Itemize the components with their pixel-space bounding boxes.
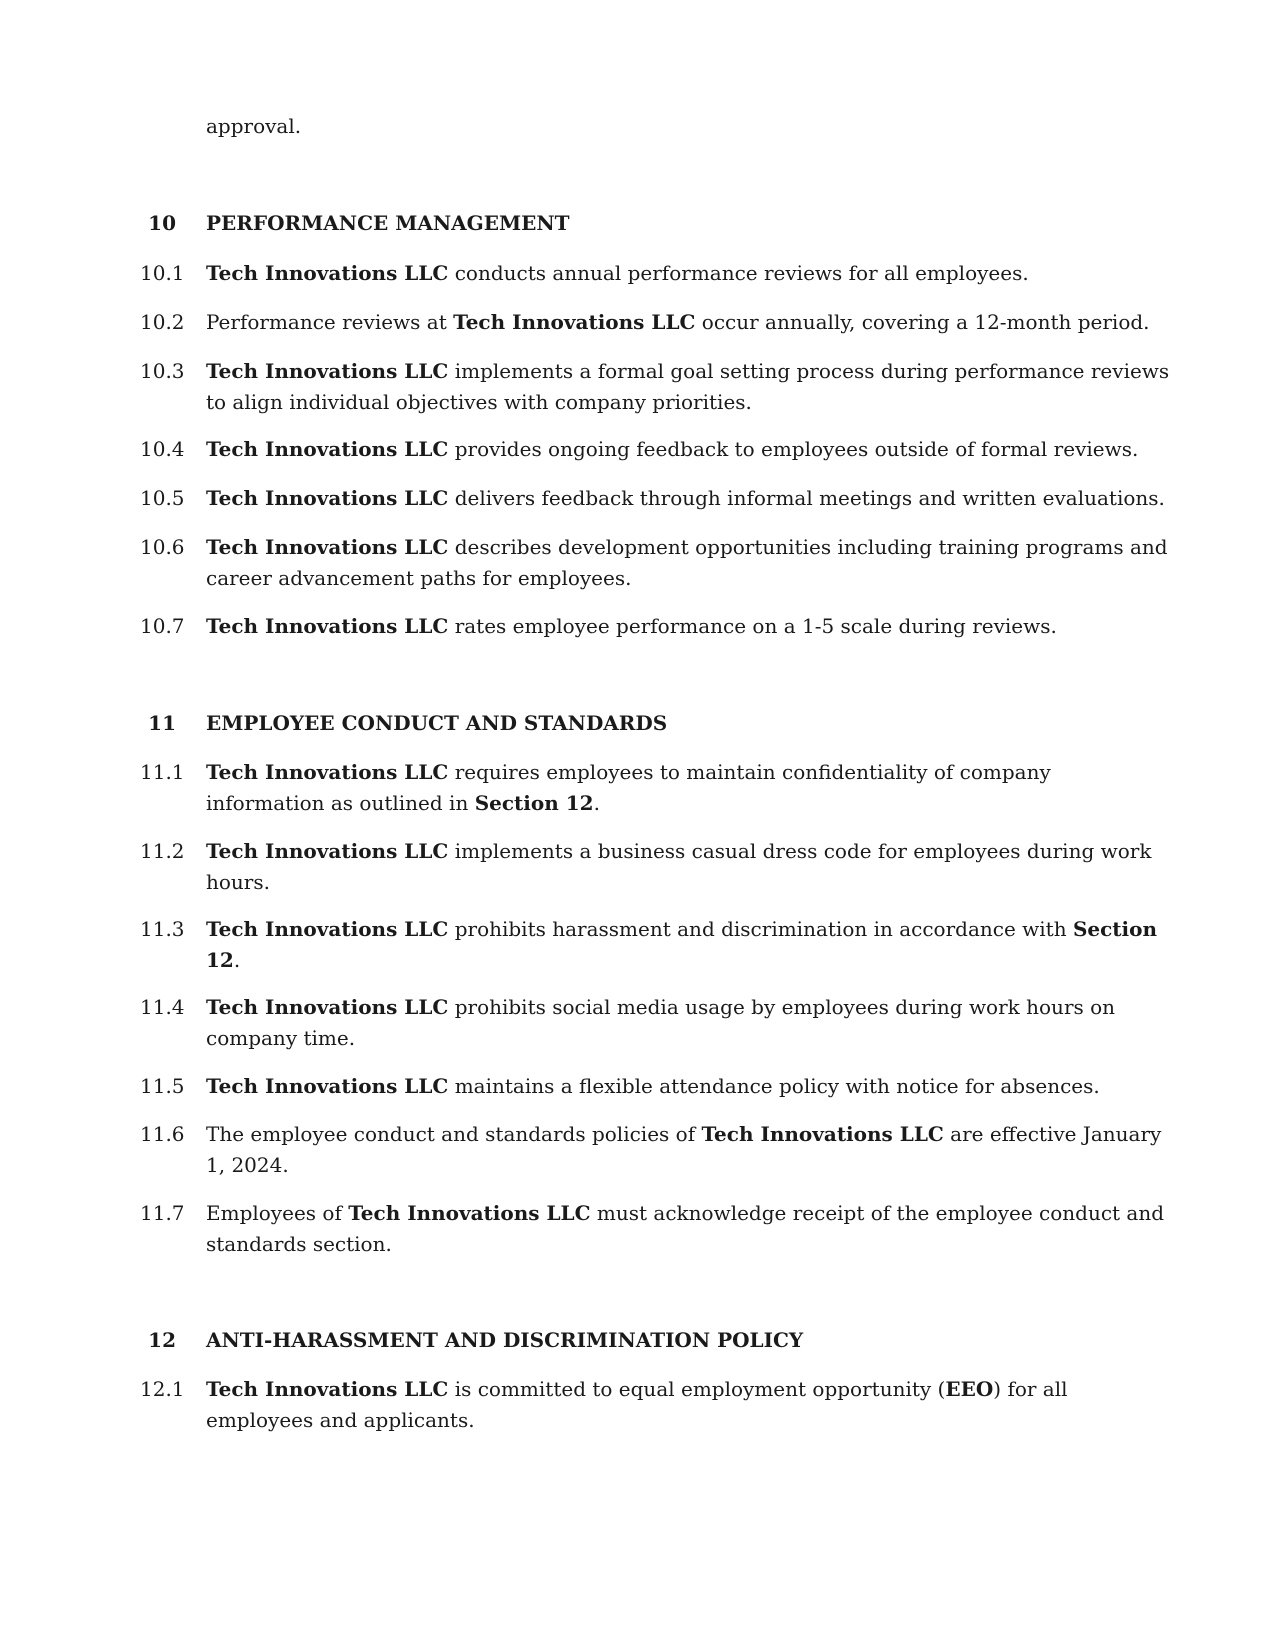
item-number: 11.5 (140, 1074, 185, 1098)
bold-text: Tech Innovations LLC (206, 614, 449, 638)
item-text-line (206, 356, 1170, 387)
item-text (206, 992, 1140, 1054)
item-text-line (206, 611, 1140, 642)
item-text-line (206, 867, 1140, 898)
bold-text: Tech Innovations LLC (206, 839, 449, 863)
item-text-line (206, 914, 1158, 945)
item-number: 11.3 (140, 917, 185, 941)
plain-text: must acknowledge receipt of the employee conduct and (590, 1201, 1165, 1225)
item-text-line (206, 836, 1152, 867)
section-title: PERFORMANCE MANAGEMENT (206, 211, 570, 235)
plain-text: rates employee performance on a 1-5 scale during reviews. (448, 614, 1057, 638)
bold-text: Tech Innovations LLC (206, 917, 449, 941)
plain-text: implements a business casual dress code for employees during work (448, 839, 1152, 863)
plain-text: occur annually, covering a 12-month period. (695, 310, 1150, 334)
bold-text: Tech Innovations LLC (206, 1377, 449, 1401)
item-text-line (206, 1150, 1140, 1181)
item-text-line (206, 945, 1140, 976)
plain-text: delivers feedback through informal meetings and written evaluations. (448, 486, 1165, 510)
plain-text: Performance reviews at (206, 310, 454, 334)
item-text (206, 1374, 1140, 1436)
item-number: 12.1 (140, 1377, 185, 1401)
plain-text: employees and applicants. (206, 1408, 475, 1432)
plain-text: maintains a flexible attendance policy with notice for absences. (448, 1074, 1100, 1098)
item-number: 10.6 (140, 535, 185, 559)
bold-text: Tech Innovations LLC (453, 310, 696, 334)
item-text-line (206, 434, 1140, 465)
bold-text: Section 12 (474, 791, 594, 815)
plain-text: . (593, 791, 600, 815)
item-number: 11.7 (140, 1201, 185, 1225)
bold-text: Section (1072, 917, 1158, 941)
plain-text: information as outlined in (206, 791, 475, 815)
item-number: 11.6 (140, 1122, 185, 1146)
bold-text: Tech Innovations LLC (206, 261, 449, 285)
section-number: 11 (148, 711, 176, 735)
item-text (206, 258, 1140, 289)
item-text (206, 914, 1158, 976)
item-number: 10.2 (140, 310, 185, 334)
plain-text: conducts annual performance reviews for all employees. (448, 261, 1029, 285)
plain-text: provides ongoing feedback to employees outside of formal reviews. (448, 437, 1139, 461)
bold-text: Tech Innovations LLC (206, 1074, 449, 1098)
bold-text: 12 (206, 948, 234, 972)
item-text-line (206, 757, 1140, 788)
item-text (206, 434, 1140, 465)
item-text-line (206, 307, 1150, 338)
plain-text: prohibits social media usage by employees during work hours on (448, 995, 1116, 1019)
item-text-line (206, 1071, 1140, 1102)
plain-text: is committed to equal employment opportunity ( (448, 1377, 946, 1401)
item-text-line (206, 483, 1165, 514)
item-text (206, 483, 1165, 514)
item-text-line (206, 1023, 1140, 1054)
item-text-line (206, 387, 1140, 418)
item-text-line (206, 1119, 1162, 1150)
plain-text: hours. (206, 870, 270, 894)
item-text (206, 611, 1140, 642)
item-text (206, 532, 1168, 594)
item-text-line (206, 532, 1168, 563)
item-text-line (206, 1405, 1140, 1436)
item-number: 10.3 (140, 359, 185, 383)
item-number: 10.4 (140, 437, 185, 461)
plain-text: prohibits harassment and discrimination in accordance with (448, 917, 1073, 941)
item-text-line (206, 1229, 1140, 1260)
plain-text: are effective January (943, 1122, 1162, 1146)
item-number: 11.2 (140, 839, 185, 863)
item-number: 10.5 (140, 486, 185, 510)
plain-text: career advancement paths for employees. (206, 566, 632, 590)
plain-text: ) for all (993, 1377, 1068, 1401)
item-text (206, 1198, 1165, 1260)
section-number: 10 (148, 211, 176, 235)
plain-text: describes development opportunities including training programs and (448, 535, 1168, 559)
item-text-line (206, 563, 1140, 594)
section-title: EMPLOYEE CONDUCT AND STANDARDS (206, 711, 668, 735)
bold-text: Tech Innovations LLC (206, 359, 449, 383)
plain-text: The employee conduct and standards policies of (206, 1122, 702, 1146)
bold-text: Tech Innovations LLC (206, 995, 449, 1019)
bold-text: Tech Innovations LLC (206, 535, 449, 559)
item-text (206, 836, 1152, 898)
plain-text: to align individual objectives with company priorities. (206, 390, 752, 414)
item-text-line (206, 1198, 1165, 1229)
item-text-line (206, 992, 1140, 1023)
plain-text: standards section. (206, 1232, 392, 1256)
bold-text: Tech Innovations LLC (206, 486, 449, 510)
bold-text: Tech Innovations LLC (701, 1122, 944, 1146)
plain-text: implements a formal goal setting process during performance reviews (448, 359, 1170, 383)
item-text-line (206, 1374, 1140, 1405)
item-text-line (206, 788, 1140, 819)
item-text (206, 307, 1150, 338)
plain-text: requires employees to maintain confidentiality of company (448, 760, 1051, 784)
bold-text: Tech Innovations LLC (206, 760, 449, 784)
item-text (206, 356, 1170, 418)
bold-text: Tech Innovations LLC (348, 1201, 591, 1225)
item-text (206, 1119, 1162, 1181)
section-number: 12 (148, 1328, 176, 1352)
continuation-text: approval. (206, 114, 302, 138)
plain-text: 1, 2024. (206, 1153, 289, 1177)
item-number: 10.7 (140, 614, 185, 638)
plain-text: Employees of (206, 1201, 349, 1225)
item-number: 10.1 (140, 261, 185, 285)
section-title: ANTI-HARASSMENT AND DISCRIMINATION POLICY (206, 1328, 804, 1352)
item-text (206, 1071, 1140, 1102)
item-number: 11.4 (140, 995, 185, 1019)
plain-text: . (233, 948, 241, 972)
bold-text: EEO (945, 1377, 994, 1401)
bold-text: Tech Innovations LLC (206, 437, 449, 461)
item-number: 11.1 (140, 760, 185, 784)
item-text (206, 757, 1140, 819)
plain-text: company time. (206, 1026, 356, 1050)
item-text-line (206, 258, 1140, 289)
